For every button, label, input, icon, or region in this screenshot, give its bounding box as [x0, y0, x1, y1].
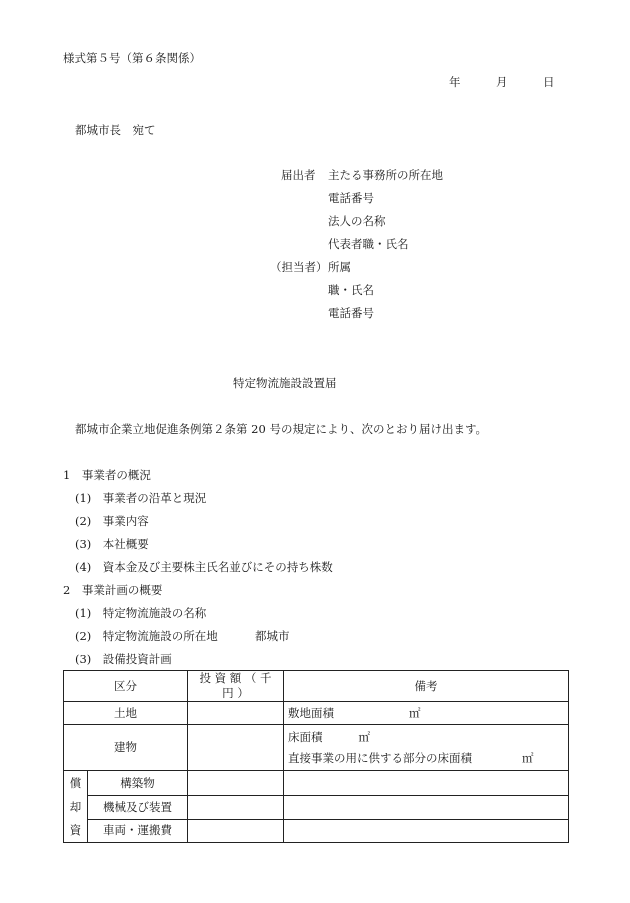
investment-table	[63, 670, 569, 843]
machinery-remarks[interactable]	[284, 796, 569, 819]
section-item: (2) 事業内容	[75, 514, 149, 528]
vehicles-amount[interactable]	[188, 819, 284, 842]
land-amount[interactable]	[188, 702, 284, 725]
vehicles-remarks[interactable]	[284, 819, 569, 842]
land-label: 土地	[64, 702, 188, 725]
structures-amount[interactable]	[188, 771, 284, 796]
depreciable-char: 償	[69, 776, 82, 790]
section-item: (2) 特定物流施設の所在地	[75, 629, 218, 643]
notifier-field: 法人の名称	[328, 214, 386, 228]
section-item: (1) 事業者の沿革と現況	[75, 491, 207, 505]
document-title: 特定物流施設設置届	[233, 376, 337, 390]
contact-field: 電話番号	[328, 306, 374, 320]
section-heading: 2 事業計画の概要	[63, 583, 163, 597]
building-label: 建物	[64, 725, 188, 771]
location-value: 都城市	[255, 629, 290, 643]
section-item: (4) 資本金及び主要株主氏名並びにその持ち株数	[75, 560, 333, 574]
section-heading: 1 事業者の概況	[63, 468, 151, 482]
land-note: 敷地面積	[288, 705, 334, 720]
vehicles-label: 車両・運搬費	[88, 819, 188, 842]
header-investment: 投 資 額 （ 千 円 ）	[188, 671, 284, 702]
table-row	[64, 725, 569, 771]
form-number: 様式第５号（第６条関係）	[63, 51, 201, 65]
section-item: (1) 特定物流施設の名称	[75, 606, 207, 620]
structures-remarks[interactable]	[284, 771, 569, 796]
date-month-label: 月	[496, 75, 508, 89]
contact-field: 職・氏名	[328, 283, 374, 297]
intro-text: 都城市企業立地促進条例第２条第 20 号の規定により、次のとおり届け出ます。	[75, 422, 488, 436]
notifier-label: 届出者	[281, 168, 316, 182]
notifier-field: 電話番号	[328, 191, 374, 205]
depreciable-char: 却	[69, 800, 82, 814]
land-remarks	[284, 702, 569, 725]
machinery-amount[interactable]	[188, 796, 284, 819]
table-header-row	[64, 671, 569, 702]
machinery-label: 機械及び装置	[88, 796, 188, 819]
table-row	[64, 796, 569, 819]
section-item: (3) 設備投資計画	[75, 652, 172, 666]
section-item: (3) 本社概要	[75, 537, 149, 551]
table-row	[64, 819, 569, 842]
building-unit1: ㎡	[358, 729, 370, 744]
notifier-field: 代表者職・氏名	[328, 237, 409, 251]
contact-label: （担当者）	[270, 260, 328, 274]
land-unit: ㎡	[409, 705, 421, 720]
depreciable-char: 資	[69, 823, 82, 837]
header-remarks: 備考	[284, 671, 569, 702]
building-note2: 直接事業の用に供する部分の床面積	[288, 750, 472, 765]
date-day-label: 日	[543, 75, 555, 89]
building-unit2: ㎡	[522, 750, 534, 765]
building-amount[interactable]	[188, 725, 284, 771]
contact-field: 所属	[328, 260, 351, 274]
table-row	[64, 771, 569, 796]
addressee: 都城市長 宛て	[75, 123, 156, 137]
notifier-field: 主たる事務所の所在地	[328, 168, 443, 182]
building-remarks	[284, 725, 569, 771]
date-year-label: 年	[449, 75, 461, 89]
table-row	[64, 702, 569, 725]
structures-label: 構築物	[88, 771, 188, 796]
header-category: 区分	[64, 671, 188, 702]
depreciable-label	[64, 771, 88, 843]
building-note1: 床面積	[288, 729, 323, 744]
